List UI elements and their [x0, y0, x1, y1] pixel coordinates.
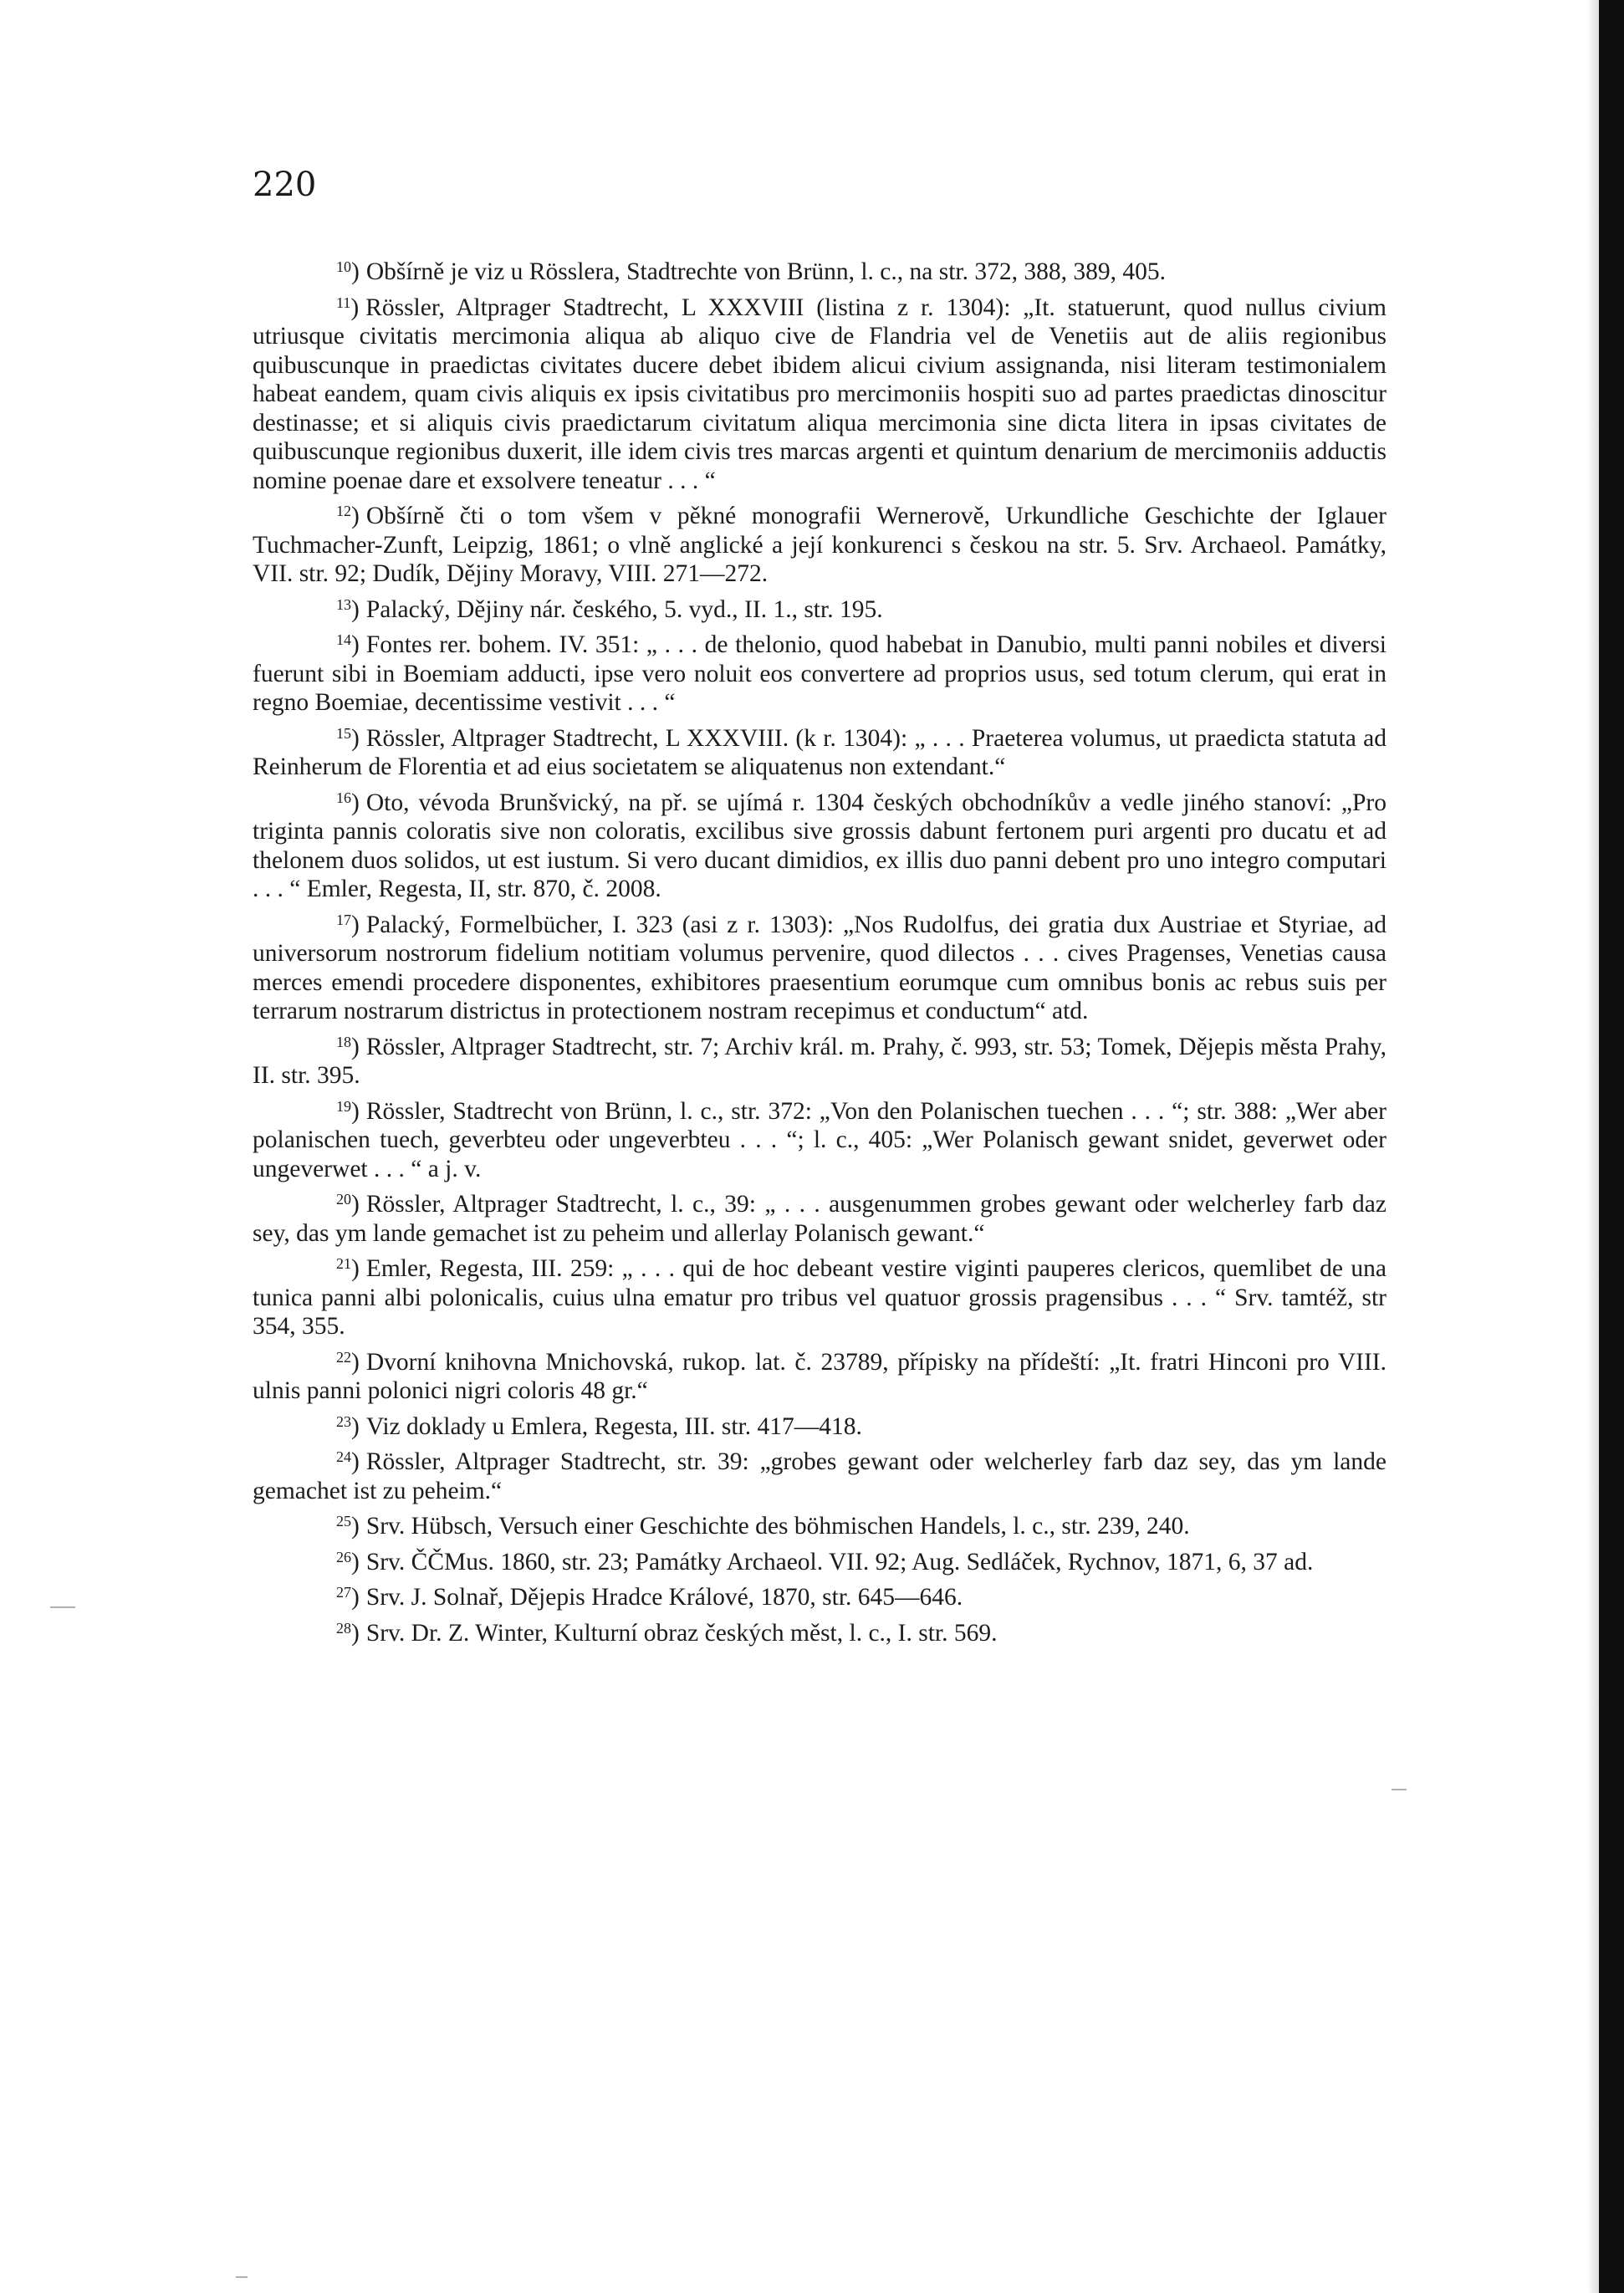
footnote-number: 20 [336, 1191, 351, 1208]
footnote-paren: ) [351, 724, 360, 752]
footnote-paren: ) [351, 631, 360, 658]
footnote [253, 1185, 1387, 1248]
footnote-paren: ) [351, 1412, 360, 1440]
footnote-text: Obšírně čti o tom všem v pěkné monografii Wernerově, Urkundliche Geschichte der Iglauer Tuchmacher-Zunft, Leipzig, 1861; o vlně anglické a její konkurenci s českou na str. 5. Srv. Archaeol. Památky, VII. str. 92; Dudík, Dějiny Moravy, VIII. 271—272. [253, 503, 1387, 587]
footnote-paren: ) [351, 1448, 360, 1475]
footnote-number: 13 [336, 595, 351, 613]
footnote [253, 1249, 1387, 1341]
footnote-text: Palacký, Dějiny nár. českého, 5. vyd., II. 1., str. 195. [365, 595, 883, 623]
page-number: 220 [253, 166, 317, 204]
footnote [253, 289, 1387, 496]
scan-margin-mark [50, 1606, 75, 1608]
footnote-text: Srv. J. Solnař, Dějepis Hradce Králové, 1870, str. 645—646. [365, 1584, 963, 1611]
footnotes-list [253, 253, 1387, 1649]
footnote-text: Obšírně je viz u Rösslera, Stadtrechte von Brünn, l. c., na str. 372, 388, 389, 405. [365, 258, 1166, 285]
footnote [253, 719, 1387, 782]
footnote-paren: ) [351, 911, 360, 938]
footnote-number: 15 [336, 724, 351, 742]
footnote-number: 23 [336, 1412, 351, 1430]
footnote-paren: ) [350, 294, 360, 321]
footnote-number: 18 [336, 1033, 351, 1050]
footnote [253, 784, 1387, 904]
footnote [253, 497, 1387, 589]
footnote-number: 16 [336, 789, 351, 806]
footnote-paren: ) [351, 1255, 360, 1282]
footnote-text: Palacký, Formelbücher, I. 323 (asi z r. 1303): „Nos Rudolfus, dei gratia dux Austriae et Styriae, ad universorum nostrorum fidelium notitiam volumus pervenire, quod dilectos . . . cives Pragenses, Venetias causa merces emendi procedere disponentes, exhibitores praesentium eorumque cum omnibus bonis ac rebus suis per terrarum nostrarum districtus in protectionem nostram recepimus et conductum“ atd. [253, 911, 1387, 1024]
footnote [253, 253, 1387, 287]
footnote-paren: ) [351, 1619, 360, 1647]
footnote-text: Oto, vévoda Brunšvický, na př. se ujímá r. 1304 českých obchodníkův a vedle jiného stanoví: „Pro triginta pannis coloratis sive non coloratis, excilibus sive grossis dabunt fertonem puri argenti pro ducatu et ad thelonem duos solidos, ut est iustum. Si vero ducant dimidios, ex illis duo panni debent pro uno integro computari . . . “ Emler, Regesta, II, str. 870, č. 2008. [253, 789, 1387, 902]
scan-shadow [1587, 0, 1599, 2293]
footnote-number: 14 [336, 631, 351, 648]
footnote-number: 19 [336, 1097, 351, 1115]
footnote [253, 1443, 1387, 1505]
footnote [253, 1407, 1387, 1442]
footnote-paren: ) [351, 1513, 360, 1540]
footnote-paren: ) [351, 1191, 360, 1218]
footnote [253, 1343, 1387, 1406]
footnote-text: Srv. Dr. Z. Winter, Kulturní obraz českých měst, l. c., I. str. 569. [365, 1619, 998, 1647]
footnote-number: 24 [336, 1448, 351, 1465]
footnote-text: Rössler, Stadtrecht von Brünn, l. c., str. 372: „Von den Polanischen tuechen . . . “; str. 388: „Wer aber polanischen tuech, geverbteu oder ungeverbteu . . . “; l. c., 405: „Wer Polanisch gewant snidet, geverwet oder ungeverwet . . . “ a j. v. [253, 1097, 1387, 1182]
footnote [253, 1578, 1387, 1612]
footnote [253, 1614, 1387, 1648]
footnote-number: 25 [336, 1513, 351, 1530]
footnote-text: Fontes rer. bohem. IV. 351: „ . . . de thelonio, quod habebat in Danubio, multi panni nobiles et diversi fuerunt sibi in Boemiam adducti, ipse vero noluit eos convertere ad proprios usus, sed totum clerum, qui erat in regno Boemiae, decentissime vestivit . . . “ [253, 631, 1387, 716]
footnote [253, 1543, 1387, 1577]
footnote-text: Rössler, Altprager Stadtrecht, L XXXVIII (listina z r. 1304): „It. statuerunt, quod nullus civium utriusque civitatis mercimonia aliqua ab aliquo cive de Flandria vel de Venetiis aut de aliis regionibus quibuscunque in praedictas civitates ducere debet ibidem alicui civium assignanda, nisi literam testimonialem habeat eandem, quam civis aliquis ex ipsis civitatibus pro mercimoniis hospiti suo ad partes praedictas dinoscitur destinasse; et si aliquis civis praedictarum civitatum aliqua mercimonia sine dicta litera in ipsas civitates de quibuscunque regionibus duxerit, ille idem civis tres marcas argenti et quintum denarium de mercimoniis adductis nomine poenae dare et exsolvere teneatur . . . “ [253, 294, 1387, 494]
footnote-text: Emler, Regesta, III. 259: „ . . . qui de hoc debeant vestire viginti pauperes clericos, quemlibet de una tunica panni albi polonicalis, cuius ulna ematur pro tribus vel quatuor grossis pragensibus . . . “ Srv. tamtéž, str 354, 355. [253, 1255, 1387, 1340]
footnote [253, 1507, 1387, 1541]
footnote [253, 906, 1387, 1026]
footnote-paren: ) [351, 1548, 360, 1575]
footnote [253, 1092, 1387, 1184]
footnote-text: Viz doklady u Emlera, Regesta, III. str. 417—418. [365, 1412, 862, 1440]
footnote-paren: ) [351, 1097, 360, 1125]
footnote-number: 10 [336, 258, 351, 275]
footnote-number: 28 [336, 1619, 351, 1637]
footnote-number: 22 [336, 1348, 351, 1366]
footnote-paren: ) [351, 789, 360, 816]
footnote-paren: ) [351, 595, 360, 623]
footnote-text: Rössler, Altprager Stadtrecht, l. c., 39: „ . . . ausgenummen grobes gewant oder welcherley farb daz sey, das ym lande gemachet ist zu peheim und allerlay Polanisch gewant.“ [253, 1191, 1387, 1247]
footnote-text: Srv. Hübsch, Versuch einer Geschichte des böhmischen Handels, l. c., str. 239, 240. [365, 1513, 1190, 1540]
footnote-text: Rössler, Altprager Stadtrecht, str. 7; Archiv král. m. Prahy, č. 993, str. 53; Tomek, Dějepis města Prahy, II. str. 395. [253, 1033, 1387, 1089]
footnote [253, 590, 1387, 625]
footnote-text: Rössler, Altprager Stadtrecht, L XXXVIII. (k r. 1304): „ . . . Praeterea volumus, ut praedicta statuta ad Reinherum de Florentia et ad eius societatem se aliquatenus non extendant.“ [253, 724, 1387, 780]
footnote-text: Srv. ČČMus. 1860, str. 23; Památky Archaeol. VII. 92; Aug. Sedláček, Rychnov, 1871, 6, 37 ad. [365, 1548, 1314, 1575]
scan-margin-mark [1392, 1789, 1407, 1790]
footnote-paren: ) [351, 1584, 360, 1611]
scan-margin-mark [236, 2276, 248, 2278]
footnote-text: Rössler, Altprager Stadtrecht, str. 39: „grobes gewant oder welcherley farb daz sey, das ym lande gemachet ist zu peheim.“ [253, 1448, 1387, 1504]
footnote-number: 17 [336, 911, 351, 928]
footnote-number: 26 [336, 1548, 351, 1565]
footnote-paren: ) [351, 1348, 360, 1376]
footnote-number: 12 [336, 503, 351, 519]
footnote-number: 27 [336, 1584, 351, 1601]
scan-border-edge [1599, 0, 1624, 2293]
footnote-number: 11 [336, 294, 351, 311]
footnote-paren: ) [351, 503, 360, 529]
footnote-paren: ) [351, 1033, 360, 1060]
footnote-paren: ) [351, 258, 360, 285]
footnote [253, 626, 1387, 718]
footnote-text: Dvorní knihovna Mnichovská, rukop. lat. č. 23789, přípisky na přídeští: „It. fratri Hinconi pro VIII. ulnis panni polonici nigri coloris 48 gr.“ [253, 1348, 1387, 1404]
footnote-number: 21 [336, 1255, 351, 1272]
footnote [253, 1028, 1387, 1090]
